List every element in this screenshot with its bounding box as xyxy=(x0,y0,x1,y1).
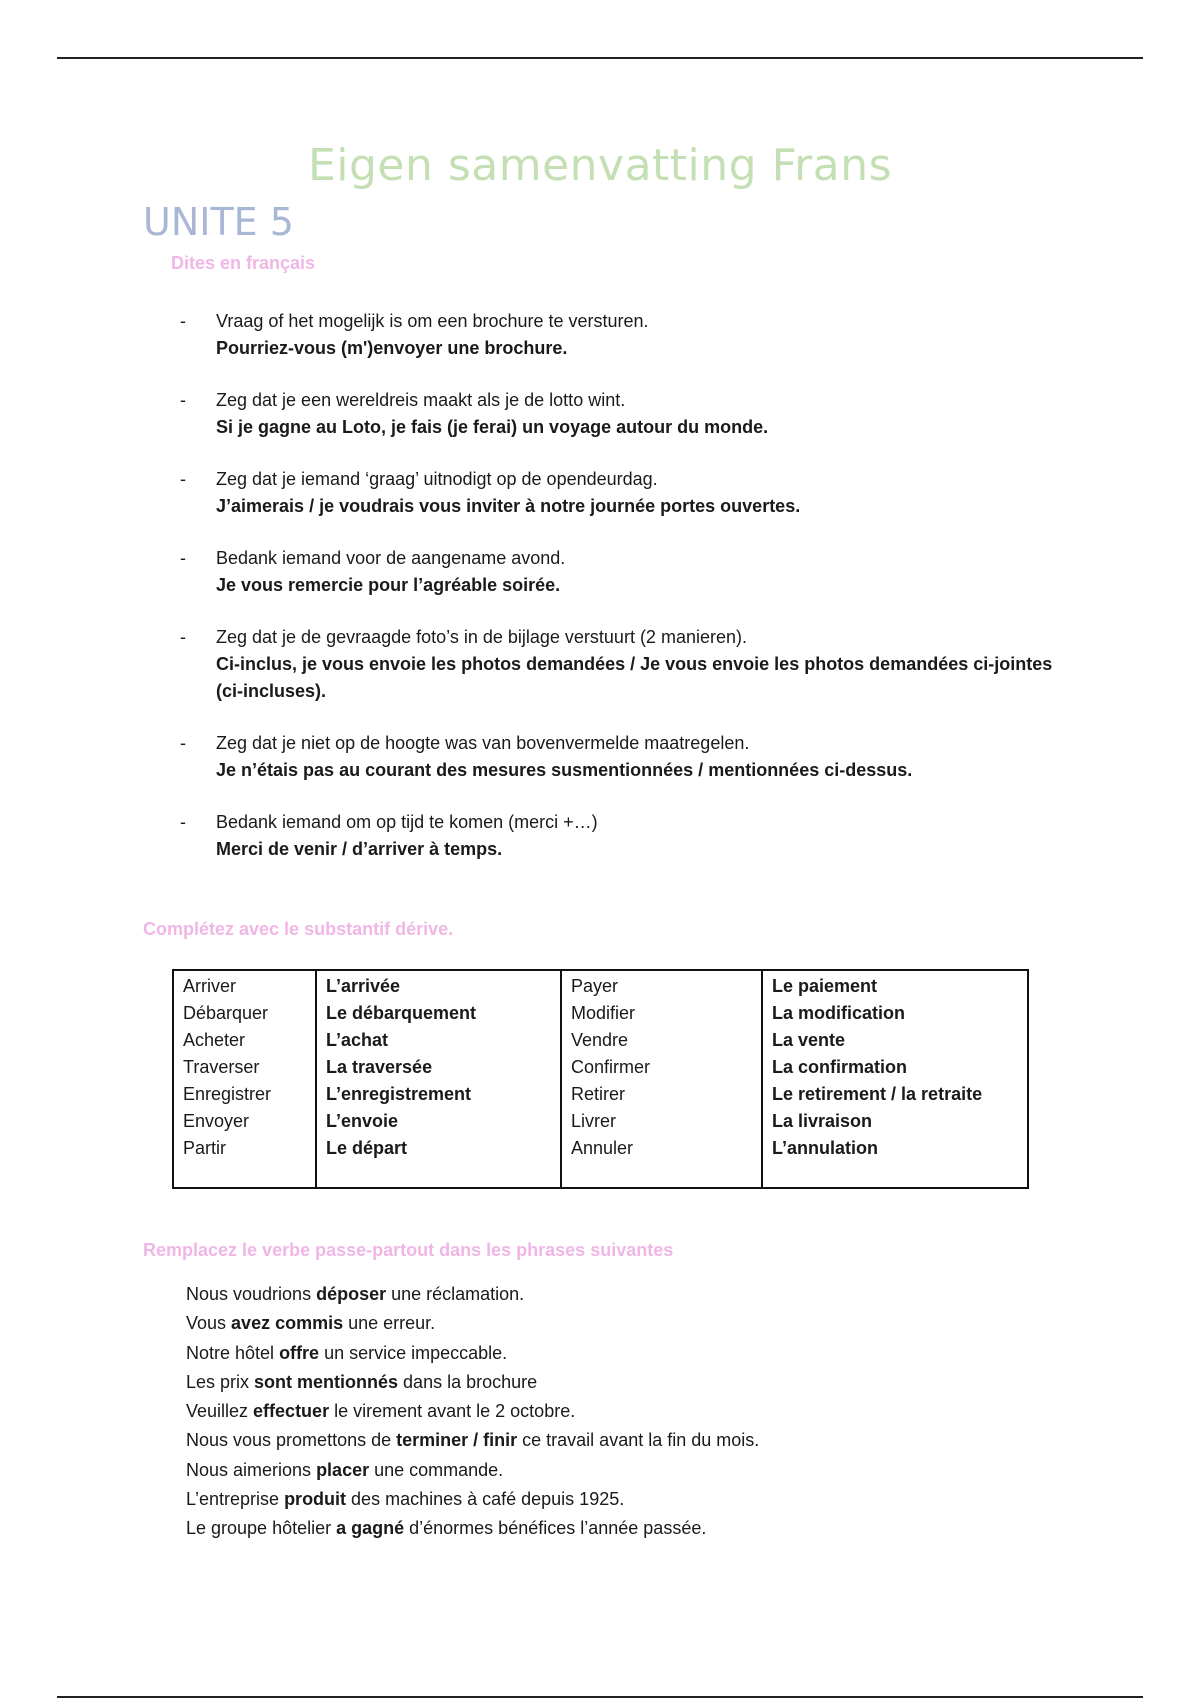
table-cell-entry: Le retirement / la retraite xyxy=(772,1084,983,1104)
derived-noun-table xyxy=(172,969,1029,1189)
sentence-verb: placer xyxy=(316,1459,370,1480)
table-cell-entry: Traverser xyxy=(183,1057,260,1077)
bullet-dash: - xyxy=(180,311,186,331)
sentence-after: une commande. xyxy=(369,1459,504,1480)
list-item xyxy=(180,624,1080,705)
sentence-before: L’entreprise xyxy=(186,1489,285,1510)
section-heading-completez: Complétez avec le substantif dérive. xyxy=(143,919,454,939)
french-answer: Merci de venir / d’arriver à temps. xyxy=(216,839,503,859)
table-cell-entry: L’envoie xyxy=(326,1111,399,1131)
sentence-after: d’énormes bénéfices l’année passée. xyxy=(404,1518,707,1539)
list-item xyxy=(180,809,1080,863)
sentence-after: une réclamation. xyxy=(386,1284,525,1304)
dutch-prompt: Zeg dat je een wereldreis maakt als je de lotto wint. xyxy=(216,390,626,410)
sentence-after: dans la brochure xyxy=(398,1371,538,1392)
sentence-verb: effectuer xyxy=(253,1401,330,1422)
table-cell-entry: Vendre xyxy=(571,1030,629,1050)
translation-list xyxy=(180,308,1080,888)
sentence-before: Veuillez xyxy=(186,1401,254,1422)
list-item xyxy=(180,387,1080,441)
bullet-dash: - xyxy=(180,733,186,753)
header-rule xyxy=(57,57,1143,59)
dutch-prompt: Bedank iemand om op tijd te komen (merci +…) xyxy=(216,812,598,832)
table-cell-entry: Retirer xyxy=(571,1084,626,1104)
table-cell-entry: Partir xyxy=(183,1138,227,1158)
noun-column-1 xyxy=(316,970,561,1188)
bullet-dash: - xyxy=(180,548,186,568)
table-cell-entry: L’arrivée xyxy=(326,976,401,996)
sentence-verb: produit xyxy=(284,1489,347,1510)
sentence-list xyxy=(186,1280,1086,1544)
french-answer: Pourriez-vous (m')envoyer une brochure. xyxy=(216,338,568,358)
table-cell-entry: Le débarquement xyxy=(326,1003,477,1023)
table-cell-entry: L’achat xyxy=(326,1030,389,1050)
sentence-after: des machines à café depuis 1925. xyxy=(346,1489,625,1510)
dutch-prompt: Bedank iemand voor de aangename avond. xyxy=(216,548,566,568)
sentence-line xyxy=(186,1280,1086,1309)
unit-heading: UNITE 5 xyxy=(143,200,294,244)
sentence-before: Notre hôtel xyxy=(186,1342,280,1363)
bullet-dash: - xyxy=(180,627,186,647)
list-item xyxy=(180,545,1080,599)
bullet-dash: - xyxy=(180,469,186,489)
bullet-dash: - xyxy=(180,390,186,410)
table-row xyxy=(173,970,1028,1188)
sentence-verb: déposer xyxy=(316,1284,387,1304)
sentence-verb: a gagné xyxy=(336,1518,405,1539)
table-cell-entry: Le paiement xyxy=(772,976,878,996)
sentence-line xyxy=(186,1368,1086,1397)
sentence-line xyxy=(186,1426,1086,1455)
section-heading-remplacez: Remplacez le verbe passe-partout dans les phrases suivantes xyxy=(143,1240,674,1260)
table-cell-entry: La livraison xyxy=(772,1111,873,1131)
sentence-before: Les prix xyxy=(186,1371,255,1392)
french-answer: Ci-inclus, je vous envoie les photos demandées / Je vous envoie les photos demandées ci-jointes (ci-incluses). xyxy=(216,654,1053,701)
table-cell-entry: La traversée xyxy=(326,1057,433,1077)
table-cell-entry: L’annulation xyxy=(772,1138,878,1158)
sentence-line xyxy=(186,1485,1086,1514)
dutch-prompt: Zeg dat je niet op de hoogte was van bovenvermelde maatregelen. xyxy=(216,733,750,753)
table-cell-entry: Enregistrer xyxy=(183,1084,272,1104)
sentence-after: une erreur. xyxy=(343,1313,436,1334)
french-answer: Je vous remercie pour l’agréable soirée. xyxy=(216,575,561,595)
french-answer: Si je gagne au Loto, je fais (je ferai) un voyage autour du monde. xyxy=(216,417,769,437)
table-cell-entry: Débarquer xyxy=(183,1003,269,1023)
sentence-line xyxy=(186,1397,1086,1426)
french-answer: Je n’étais pas au courant des mesures susmentionnées / mentionnées ci-dessus. xyxy=(216,760,913,780)
sentence-before: Nous aimerions xyxy=(186,1459,317,1480)
sentence-after: ce travail avant la fin du mois. xyxy=(517,1430,760,1451)
sentence-verb: sont mentionnés xyxy=(254,1371,399,1392)
sentence-line xyxy=(186,1309,1086,1338)
footer-rule xyxy=(57,1696,1143,1698)
table-cell-entry: La vente xyxy=(772,1030,846,1050)
sentence-after: un service impeccable. xyxy=(319,1342,508,1363)
table-cell-entry: Annuler xyxy=(571,1138,634,1158)
french-answer: J’aimerais / je voudrais vous inviter à notre journée portes ouvertes. xyxy=(216,496,801,516)
table-cell-entry: La modification xyxy=(772,1003,906,1023)
sentence-line xyxy=(186,1456,1086,1485)
section-heading-dites: Dites en français xyxy=(171,253,316,273)
list-item xyxy=(180,308,1080,362)
table-cell-entry: Confirmer xyxy=(571,1057,651,1077)
table-cell-entry: La confirmation xyxy=(772,1057,908,1077)
bullet-dash: - xyxy=(180,812,186,832)
sentence-before: Le groupe hôtelier xyxy=(186,1518,337,1539)
table-cell-entry: Acheter xyxy=(183,1030,246,1050)
sentence-before: Vous xyxy=(186,1313,232,1334)
table-cell-entry: Le départ xyxy=(326,1138,408,1158)
sentence-verb: avez commis xyxy=(231,1313,344,1334)
table-cell-entry: L’enregistrement xyxy=(326,1084,472,1104)
sentence-before: Nous vous promettons de xyxy=(186,1430,397,1451)
noun-column-2 xyxy=(762,970,1028,1188)
dutch-prompt: Zeg dat je iemand ‘graag’ uitnodigt op de opendeurdag. xyxy=(216,469,658,489)
sentence-verb: offre xyxy=(279,1342,320,1363)
list-item xyxy=(180,466,1080,520)
table-cell-entry: Arriver xyxy=(183,976,236,996)
verb-column-1 xyxy=(173,970,316,1188)
table-cell-entry: Modifier xyxy=(571,1003,636,1023)
sentence-after: le virement avant le 2 octobre. xyxy=(329,1401,576,1422)
dutch-prompt: Vraag of het mogelijk is om een brochure te versturen. xyxy=(216,311,649,331)
table-cell-entry: Payer xyxy=(571,976,619,996)
sentence-line xyxy=(186,1514,1086,1543)
dutch-prompt: Zeg dat je de gevraagde foto’s in de bijlage verstuurt (2 manieren). xyxy=(216,627,747,647)
table-cell-entry: Envoyer xyxy=(183,1111,250,1131)
sentence-before: Nous voudrions xyxy=(186,1284,317,1304)
table-cell-entry: Livrer xyxy=(571,1111,617,1131)
verb-column-2 xyxy=(561,970,762,1188)
sentence-line xyxy=(186,1339,1086,1368)
list-item xyxy=(180,730,1080,784)
document-title: Eigen samenvatting Frans xyxy=(307,140,893,191)
sentence-verb: terminer / finir xyxy=(396,1430,518,1451)
